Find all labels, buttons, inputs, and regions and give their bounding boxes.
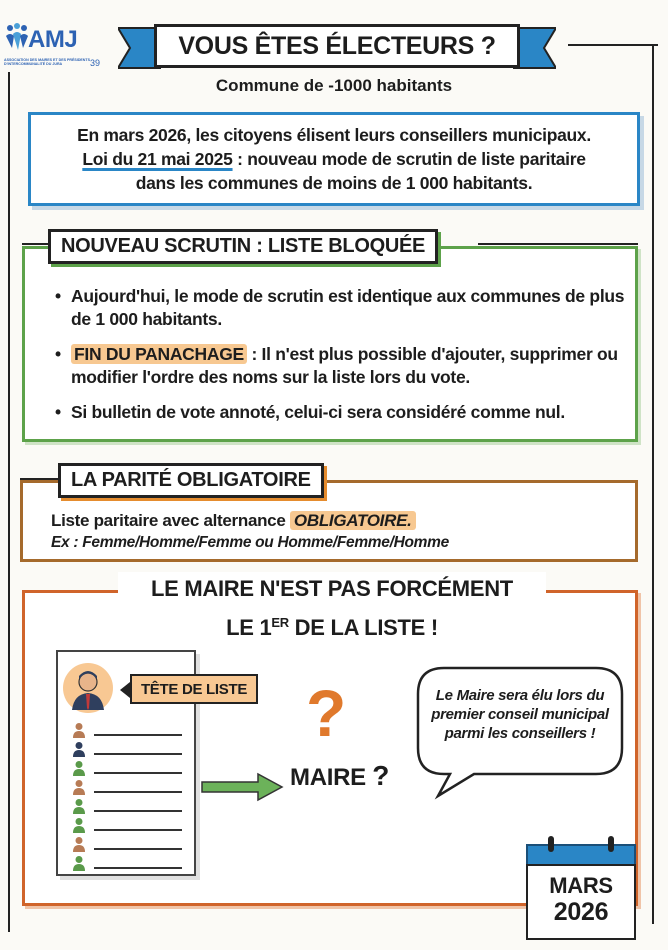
name-line xyxy=(94,753,182,755)
intro-line-2-rest: : nouveau mode de scrutin de liste paritaire xyxy=(232,149,586,169)
candidate-row xyxy=(68,836,186,852)
candidate-row xyxy=(68,855,186,871)
person-icon xyxy=(72,817,86,833)
name-line xyxy=(94,791,182,793)
divider xyxy=(20,478,58,480)
person-icon xyxy=(72,836,86,852)
tete-de-liste-label: TÊTE DE LISTE xyxy=(130,674,258,704)
maire-question: ? xyxy=(372,760,390,791)
candidate-row xyxy=(68,722,186,738)
divider xyxy=(478,243,638,245)
person-icon xyxy=(72,855,86,871)
divider xyxy=(568,44,658,46)
title-part: DE LA LISTE ! xyxy=(288,615,438,640)
bubble-text: Le Maire sera élu lors du premier conseil municipal parmi les conseillers ! xyxy=(431,687,609,742)
candidate-row xyxy=(68,760,186,776)
candidate-row xyxy=(68,798,186,814)
panachage-highlight: FIN DU PANACHAGE xyxy=(71,344,247,364)
candidate-row xyxy=(68,817,186,833)
parite-line-1 xyxy=(51,511,416,531)
bullet-item: • Si bulletin de vote annoté, celui-ci sera considéré comme nul. xyxy=(55,401,625,424)
calendar-month: MARS xyxy=(549,873,613,898)
calendar-body xyxy=(526,864,636,940)
logo-name: AMJ xyxy=(28,26,78,53)
page-title: VOUS ÊTES ÉLECTEURS ? xyxy=(154,24,520,68)
maire-label xyxy=(290,760,389,792)
name-line xyxy=(94,829,182,831)
obligatoire-highlight: OBLIGATOIRE. xyxy=(290,511,416,530)
name-line xyxy=(94,810,182,812)
scrutin-title: NOUVEAU SCRUTIN : LISTE BLOQUÉE xyxy=(48,229,438,264)
parite-example: Ex : Femme/Homme/Femme ou Homme/Femme/Homme xyxy=(51,534,449,551)
border-right xyxy=(652,44,654,924)
intro-line-3: dans les communes de moins de 1 000 habitants. xyxy=(135,173,533,193)
name-line xyxy=(94,772,182,774)
divider xyxy=(22,243,48,245)
title-part: LE 1 xyxy=(226,615,272,640)
law-date: Loi du 21 mai 2025 xyxy=(82,149,233,169)
bullet-rest: : Il n'est plus possible d'ajouter, supprimer ou modifier l'ordre des noms sur la liste lors du vote. xyxy=(71,344,618,387)
logo-number: 39 xyxy=(90,58,101,68)
intro-line-1: En mars 2026, les citoyens élisent leurs conseillers municipaux. xyxy=(77,125,591,145)
amj-logo xyxy=(4,22,104,72)
person-icon xyxy=(72,798,86,814)
calendar-icon xyxy=(526,836,644,940)
person-icon xyxy=(72,760,86,776)
parite-text: Liste paritaire avec alternance xyxy=(51,511,290,530)
maire-title-line-1: LE MAIRE N'EST PAS FORCÉMENT xyxy=(151,576,513,601)
head-of-list-avatar-icon xyxy=(62,662,114,714)
logo-subtitle: ASSOCIATION DES MAIRES ET DES PRÉSIDENTS D'INTERCOMMUNALITÉ DU JURA xyxy=(4,58,90,66)
right-arrow-icon xyxy=(200,772,284,802)
page-subtitle: Commune de -1000 habitants xyxy=(215,76,453,95)
calendar-rings xyxy=(526,836,636,852)
name-line xyxy=(94,848,182,850)
person-icon xyxy=(72,741,86,757)
title-superscript: ER xyxy=(271,615,289,630)
question-mark-icon: ? xyxy=(306,676,347,750)
candidate-row xyxy=(68,779,186,795)
people-icon xyxy=(4,22,30,52)
bullet-item: • Aujourd'hui, le mode de scrutin est identique aux communes de plus de 1 000 habitants. xyxy=(55,285,625,331)
border-left xyxy=(8,72,10,932)
maire-title-line-2 xyxy=(118,606,546,645)
scrutin-section xyxy=(22,246,638,442)
name-line xyxy=(94,734,182,736)
name-line xyxy=(94,867,182,869)
calendar-year: 2026 xyxy=(553,898,609,926)
parite-title: LA PARITÉ OBLIGATOIRE xyxy=(58,463,324,498)
maire-text: MAIRE xyxy=(290,764,366,791)
title-banner xyxy=(118,16,556,72)
maire-title xyxy=(118,572,546,645)
scrutin-bullets xyxy=(55,285,625,436)
person-icon xyxy=(72,722,86,738)
intro-box xyxy=(28,112,640,206)
intro-line-2 xyxy=(31,147,637,171)
person-icon xyxy=(72,779,86,795)
candidate-row xyxy=(68,741,186,757)
bullet-item xyxy=(55,343,625,389)
